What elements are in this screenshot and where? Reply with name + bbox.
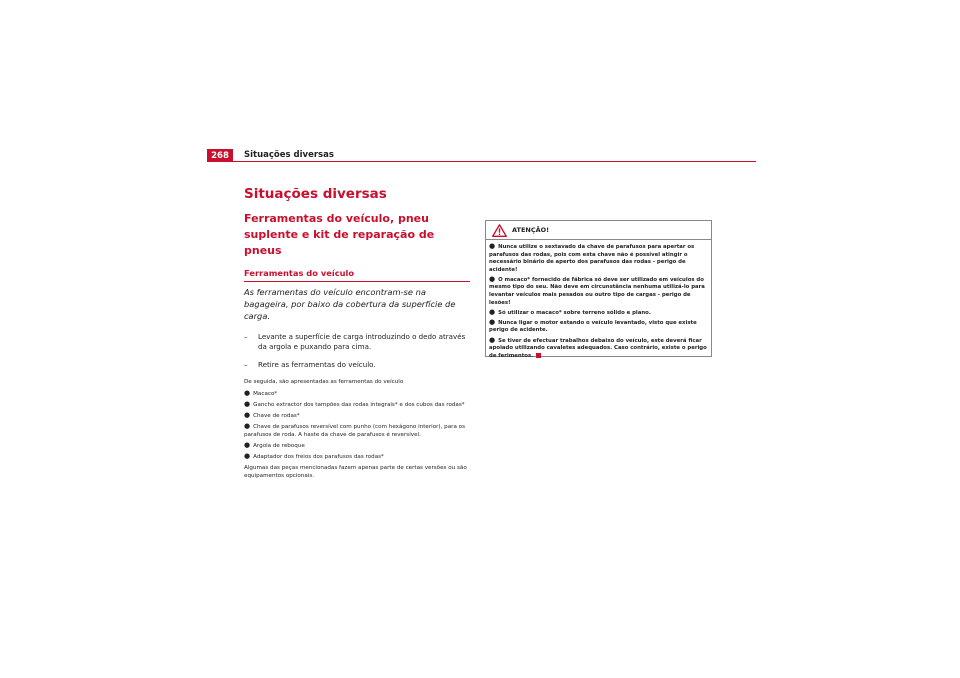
optional-note: Algumas das peças mencionadas fazem apenas parte de certas versões ou são equipamentos opcionais. bbox=[244, 465, 467, 479]
bullet-icon: ● bbox=[489, 242, 496, 250]
warning-triangle-icon bbox=[492, 224, 507, 237]
bullet-icon: ● bbox=[489, 335, 496, 344]
left-column bbox=[244, 186, 470, 483]
warning-item: ● Só utilizar o macaco* sobre terreno sólido e plano. bbox=[489, 307, 651, 316]
warning-title: ATENÇÃO! bbox=[512, 226, 550, 234]
warning-header bbox=[486, 221, 711, 240]
minor-title: Ferramentas do veículo bbox=[244, 268, 355, 278]
bullet-icon: ● bbox=[489, 317, 496, 326]
tools-list bbox=[244, 389, 470, 461]
tools-list-item: ● Chave de rodas* bbox=[244, 411, 300, 419]
minor-title-divider bbox=[244, 281, 470, 282]
bullet-icon: ● bbox=[244, 452, 251, 460]
tools-list-item: ● Argola de reboque bbox=[244, 441, 305, 449]
warning-body bbox=[486, 240, 711, 360]
bullet-icon: ● bbox=[244, 389, 251, 397]
running-header-title: Situações diversas bbox=[244, 150, 334, 160]
subsection-title: Ferramentas do veículo, pneu suplente e kit de reparação de pneus bbox=[244, 212, 435, 257]
page-number: 268 bbox=[207, 149, 233, 162]
section-title: Situações diversas bbox=[244, 186, 387, 202]
bullet-icon: ● bbox=[489, 274, 496, 283]
tools-list-item: ● Adaptador dos freios dos parafusos das rodas* bbox=[244, 452, 384, 460]
warning-item: ● Se tiver de efectuar trabalhos debaixo do veículo, este deverá ficar apoiado utilizando cavaletes adequados. Caso contrário, existe o perigo de ferimentos. bbox=[489, 335, 707, 359]
bullet-icon: ● bbox=[244, 422, 251, 430]
bullet-icon: ● bbox=[244, 400, 251, 408]
warning-item: ● Nunca ligar o motor estando o veículo levantado, visto que existe perigo de acidente. bbox=[489, 317, 697, 334]
tools-list-item: ● Gancho extractor dos tampões das rodas integrais* e dos cubos das rodas* bbox=[244, 400, 465, 408]
step-item: – Retire as ferramentas do veículo. bbox=[244, 360, 376, 369]
bullet-icon: ● bbox=[244, 441, 251, 449]
intro-text: As ferramentas do veículo encontram-se na bagageira, por baixo da cobertura da superfície de carga. bbox=[244, 287, 456, 321]
warning-item: ● O macaco* fornecido de fábrica só deve ser utilizado em veículos do mesmo tipo do seu. Não deve em circunstância nenhuma utilizá-lo para levantar veículos mais pesados ou outro tipo de cargas - perigo de lesões! bbox=[489, 274, 705, 306]
tools-list-item: ● Chave de parafusos reversível com punho (com hexágono interior), para os parafusos de roda. A haste da chave de parafusos é reversível. bbox=[244, 422, 465, 438]
end-of-section-marker-icon bbox=[536, 353, 541, 358]
header-divider bbox=[207, 161, 756, 162]
warning-item: ● Nunca utilize o sextavado da chave de parafusos para apertar os parafusos das rodas, pois com esta chave não é possível atingir o necessário binário de aperto dos parafusos das rodas - perigo de acidente! bbox=[489, 242, 695, 273]
step-item: – Levante a superfície de carga introduzindo o dedo através da argola e puxando para cima. bbox=[244, 332, 466, 351]
tools-list-item: ● Macaco* bbox=[244, 389, 278, 397]
tools-list-intro: De seguida, são apresentadas as ferramentas do veículo bbox=[244, 379, 404, 385]
bullet-icon: ● bbox=[244, 411, 251, 419]
bullet-icon: ● bbox=[489, 307, 496, 316]
warning-box bbox=[485, 220, 712, 357]
